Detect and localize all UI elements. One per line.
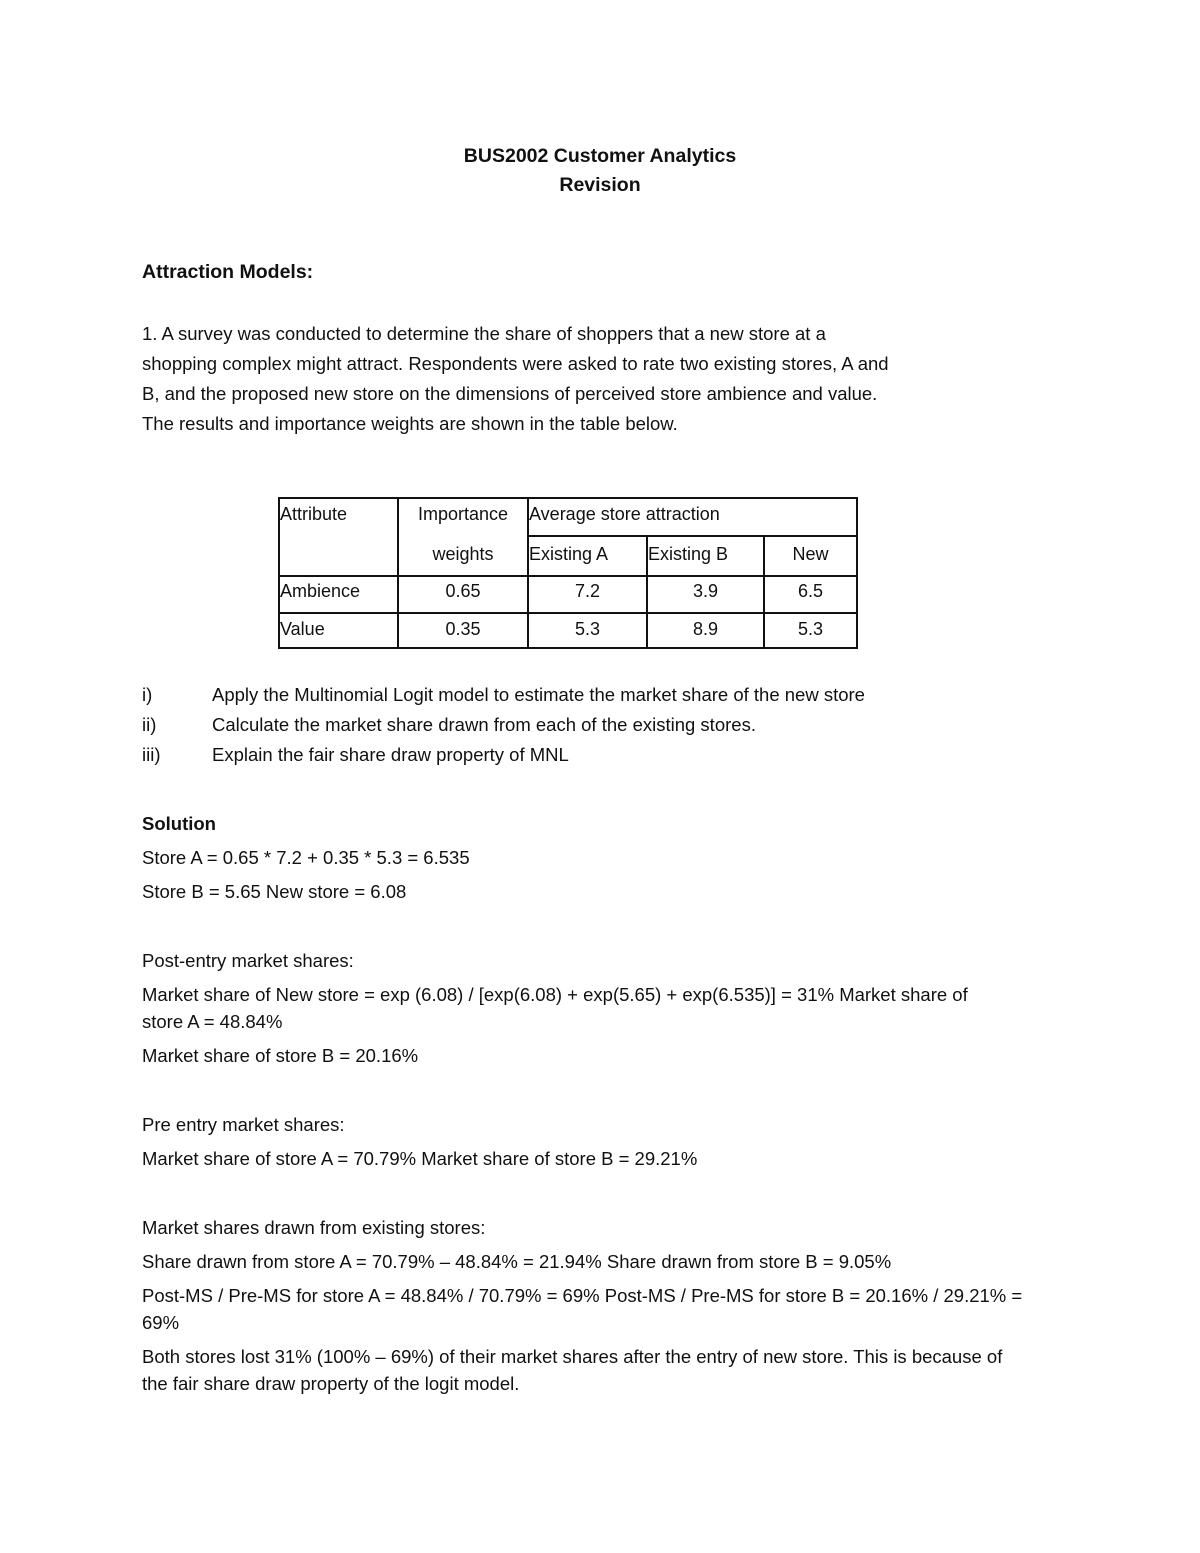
question-line: B, and the proposed new store on the dimensions of perceived store ambience and value. [142, 383, 878, 404]
pre-entry-heading: Pre entry market shares: [142, 1114, 345, 1135]
table-cell-new: 5.3 [797, 619, 824, 639]
table-cell-attribute: Ambience [280, 581, 361, 601]
table-header-importance: Importance [417, 504, 509, 524]
table-divider [527, 535, 856, 537]
table-header-weights: weights [432, 544, 494, 564]
table-header-average-store-attraction: Average store attraction [529, 504, 720, 524]
table-divider [280, 612, 856, 614]
solution-line: Market share of store B = 20.16% [142, 1045, 419, 1066]
question-line: The results and importance weights are shown in the table below. [142, 413, 678, 434]
table-cell-existing-b: 3.9 [692, 581, 719, 601]
solution-line: Store A = 0.65 * 7.2 + 0.35 * 5.3 = 6.535 [142, 847, 470, 868]
table-divider [280, 575, 856, 577]
table-cell-attribute: Value [280, 619, 325, 639]
table-cell-weight: 0.65 [445, 581, 481, 601]
solution-line: store A = 48.84% [142, 1011, 283, 1032]
table-header-attribute: Attribute [280, 504, 348, 524]
section-heading: Attraction Models: [142, 261, 314, 283]
task-text: Apply the Multinomial Logit model to estimate the market share of the new store [212, 684, 865, 705]
table-cell-existing-a: 7.2 [574, 581, 601, 601]
table-header-existing-b: Existing B [648, 544, 729, 564]
solution-line: the fair share draw property of the logit model. [142, 1373, 520, 1394]
task-number: ii) [142, 714, 157, 735]
question-line: shopping complex might attract. Respondents were asked to rate two existing stores, A and [142, 353, 889, 374]
table-cell-weight: 0.35 [445, 619, 481, 639]
task-text: Calculate the market share drawn from each of the existing stores. [212, 714, 756, 735]
solution-line: Post-MS / Pre-MS for store A = 48.84% / 70.79% = 69% Post-MS / Pre-MS for store B = 20.16% / 29.21% = [142, 1285, 1023, 1306]
solution-line: 69% [142, 1312, 180, 1333]
table-cell-new: 6.5 [797, 581, 824, 601]
attraction-table [278, 497, 858, 649]
table-header-existing-a: Existing A [529, 544, 609, 564]
table-cell-existing-b: 8.9 [692, 619, 719, 639]
task-number: iii) [142, 744, 161, 765]
document-title: BUS2002 Customer Analytics [463, 145, 737, 167]
solution-line: Both stores lost 31% (100% – 69%) of their market shares after the entry of new store. This is because of [142, 1346, 1003, 1367]
post-entry-heading: Post-entry market shares: [142, 950, 354, 971]
solution-heading: Solution [142, 813, 216, 834]
solution-line: Market share of New store = exp (6.08) / [exp(6.08) + exp(5.65) + exp(6.535)] = 31% Market share of [142, 984, 968, 1005]
task-number: i) [142, 684, 153, 705]
solution-line: Market share of store A = 70.79% Market share of store B = 29.21% [142, 1148, 698, 1169]
drawn-heading: Market shares drawn from existing stores: [142, 1217, 486, 1238]
question-line: 1. A survey was conducted to determine the share of shoppers that a new store at a [142, 323, 826, 344]
table-cell-existing-a: 5.3 [574, 619, 601, 639]
solution-line: Share drawn from store A = 70.79% – 48.84% = 21.94% Share drawn from store B = 9.05% [142, 1251, 892, 1272]
solution-line: Store B = 5.65 New store = 6.08 [142, 881, 407, 902]
document-subtitle: Revision [559, 174, 641, 196]
table-header-new: New [792, 544, 829, 564]
task-text: Explain the fair share draw property of MNL [212, 744, 569, 765]
